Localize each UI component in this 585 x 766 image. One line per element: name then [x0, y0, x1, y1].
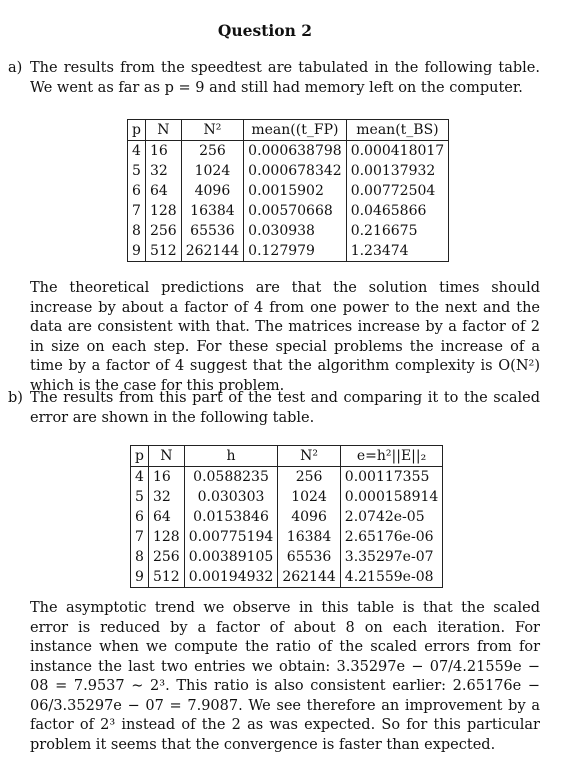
- table-header-row: [128, 120, 449, 141]
- table-row: [131, 467, 443, 488]
- table-row: [128, 141, 449, 162]
- scaled-error-table: [130, 445, 443, 588]
- table-row: [131, 507, 443, 527]
- table-cell: 2.0742e-05: [340, 507, 443, 527]
- table-cell: 0.00570668: [244, 201, 347, 221]
- table-cell: 256: [145, 221, 181, 241]
- table-row: [128, 181, 449, 201]
- table-cell: 5: [128, 161, 146, 181]
- part-b-label: b): [8, 390, 23, 406]
- table-cell: 512: [148, 567, 184, 588]
- table-cell: 8: [128, 221, 146, 241]
- part-b-discussion: The asymptotic trend we observe in this table is that the scaled error is reduced by a factor of about 8 on each iteration. For instance when we compute the ratio of the scaled errors from for instance the last two entries we obtain: 3.35297e − 07/4.21559e − 08 = 7.9537 ∼ 2³. This ratio is also consistent earlier: 2.65176e − 06/3.35297e − 07 = 7.9087. We see therefore an improvement by a factor of 2³ instead of the 2 as was expected. So for this particular problem it seems that the convergence is faster than expected.: [30, 600, 540, 753]
- table-cell: 16: [145, 141, 181, 162]
- table-cell: 0.00137932: [346, 161, 449, 181]
- table-cell: 0.0465866: [346, 201, 449, 221]
- table-cell: 8: [131, 547, 149, 567]
- page-title: Question 2: [217, 21, 313, 40]
- table-cell: 0.0153846: [184, 507, 278, 527]
- part-a-intro: The results from the speedtest are tabulated in the following table. We went as far as p = 9 and still had memory left on the computer.: [30, 60, 540, 96]
- table-cell: 0.216675: [346, 221, 449, 241]
- table-cell: 256: [278, 467, 340, 488]
- table-row: [131, 547, 443, 567]
- table-header-cell: h: [184, 446, 278, 467]
- table-cell: 0.127979: [244, 241, 347, 262]
- table-cell: 0.000678342: [244, 161, 347, 181]
- table-cell: 16: [148, 467, 184, 488]
- table-row: [131, 527, 443, 547]
- table-cell: 16384: [181, 201, 243, 221]
- table-cell: 0.000638798: [244, 141, 347, 162]
- table-cell: 0.0015902: [244, 181, 347, 201]
- table-cell: 4: [131, 467, 149, 488]
- table-cell: 65536: [278, 547, 340, 567]
- table-header-cell: mean((t_FP): [244, 120, 347, 141]
- table-cell: 0.00389105: [184, 547, 278, 567]
- table-cell: 0.000158914: [340, 487, 443, 507]
- table-cell: 9: [128, 241, 146, 262]
- table-row: [128, 221, 449, 241]
- table-cell: 32: [145, 161, 181, 181]
- table-row: [128, 161, 449, 181]
- table-header-cell: p: [131, 446, 149, 467]
- table-cell: 128: [145, 201, 181, 221]
- table-header-cell: N²: [181, 120, 243, 141]
- table-cell: 262144: [181, 241, 243, 262]
- table-header-cell: e=h²||E||₂: [340, 446, 443, 467]
- table-cell: 64: [145, 181, 181, 201]
- table-cell: 0.030938: [244, 221, 347, 241]
- table-cell: 0.0588235: [184, 467, 278, 488]
- table-cell: 256: [148, 547, 184, 567]
- table-header-cell: p: [128, 120, 146, 141]
- part-a-discussion: The theoretical predictions are that the solution times should increase by about a factor of 4 from one power to the next and the data are consistent with that. The matrices increase by a factor of 2 in size on each step. For these special problems the increase of a time by a factor of 4 suggest that the algorithm complexity is O(N²) which is the case for this problem.: [30, 280, 540, 394]
- table-row: [131, 487, 443, 507]
- table-cell: 262144: [278, 567, 340, 588]
- table-cell: 4096: [181, 181, 243, 201]
- table-header-cell: N²: [278, 446, 340, 467]
- table-cell: 0.00117355: [340, 467, 443, 488]
- table-cell: 65536: [181, 221, 243, 241]
- table-cell: 6: [131, 507, 149, 527]
- table-cell: 7: [131, 527, 149, 547]
- table-cell: 256: [181, 141, 243, 162]
- table-cell: 128: [148, 527, 184, 547]
- table-header-cell: N: [145, 120, 181, 141]
- part-b-intro: The results from this part of the test and comparing it to the scaled error are shown in the following table.: [30, 390, 540, 426]
- table-cell: 1.23474: [346, 241, 449, 262]
- table-row: [128, 241, 449, 262]
- table-row: [131, 567, 443, 588]
- table-cell: 1024: [278, 487, 340, 507]
- table-cell: 7: [128, 201, 146, 221]
- table-row: [128, 201, 449, 221]
- table-cell: 32: [148, 487, 184, 507]
- table-cell: 5: [131, 487, 149, 507]
- table-header-row: [131, 446, 443, 467]
- table-cell: 0.00772504: [346, 181, 449, 201]
- table-cell: 16384: [278, 527, 340, 547]
- table-cell: 512: [145, 241, 181, 262]
- table-cell: 4096: [278, 507, 340, 527]
- table-cell: 4: [128, 141, 146, 162]
- table-cell: 1024: [181, 161, 243, 181]
- table-cell: 4.21559e-08: [340, 567, 443, 588]
- table-header-cell: mean(t_BS): [346, 120, 449, 141]
- table-cell: 9: [131, 567, 149, 588]
- table-cell: 0.030303: [184, 487, 278, 507]
- table-cell: 2.65176e-06: [340, 527, 443, 547]
- part-a-label: a): [8, 60, 23, 76]
- table-cell: 64: [148, 507, 184, 527]
- speedtest-table: [127, 119, 449, 262]
- table-cell: 0.00194932: [184, 567, 278, 588]
- table-cell: 0.000418017: [346, 141, 449, 162]
- table-cell: 3.35297e-07: [340, 547, 443, 567]
- table-cell: 0.00775194: [184, 527, 278, 547]
- table-cell: 6: [128, 181, 146, 201]
- table-header-cell: N: [148, 446, 184, 467]
